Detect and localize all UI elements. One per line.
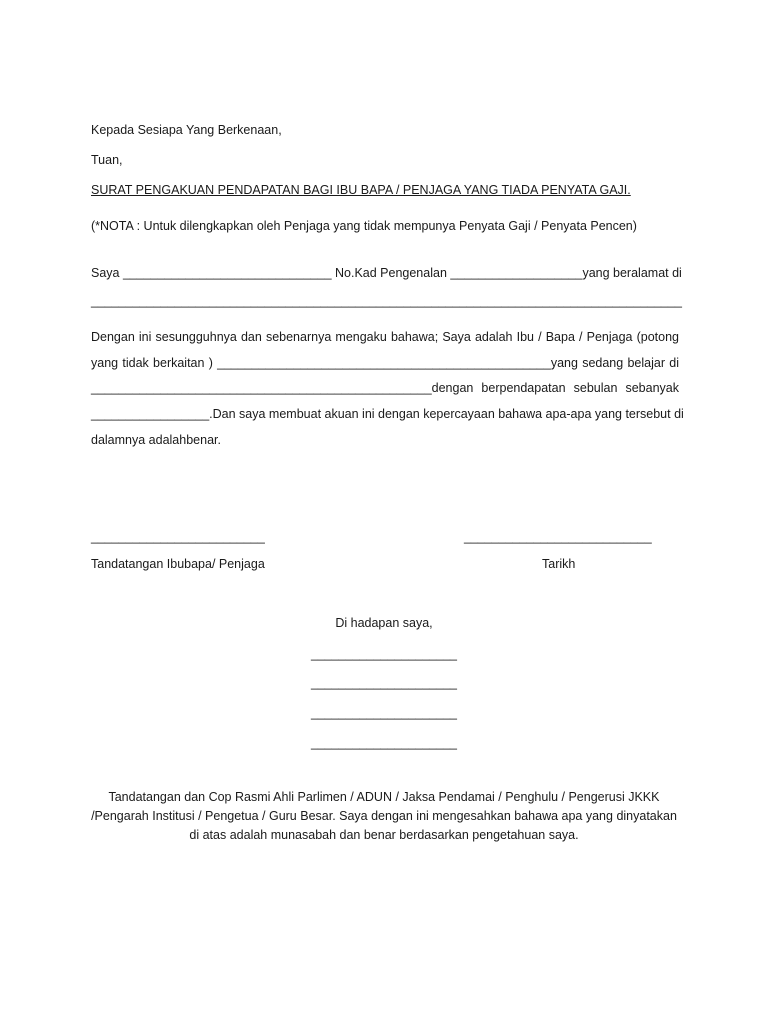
witness-line: _____________________ <box>311 647 457 661</box>
witness-line: _____________________ <box>311 736 457 750</box>
declaration-line-3: _________________________________________________dengan berpendapatan sebulan sebanyak <box>91 381 679 395</box>
date-label: Tarikh <box>542 557 576 571</box>
footer-line-1: Tandatangan dan Cop Rasmi Ahli Parlimen / ADUN / Jaksa Pendamai / Penghulu / Pengerusi JKKK <box>108 790 660 804</box>
document-title: SURAT PENGAKUAN PENDAPATAN BAGI IBU BAPA / PENJAGA YANG TIADA PENYATA GAJI. <box>91 183 631 197</box>
declaration-line-1: Dengan ini sesungguhnya dan sebenarnya mengaku bahawa; Saya adalah Ibu / Bapa / Penjaga (potong <box>91 330 679 344</box>
date-line: ___________________________ <box>464 530 652 544</box>
greeting: Kepada Sesiapa Yang Berkenaan, <box>91 123 282 137</box>
witness-line: _____________________ <box>311 676 457 690</box>
footer-line-3: di atas adalah munasabah dan benar berdasarkan pengetahuan saya. <box>189 828 579 842</box>
witness-heading: Di hadapan saya, <box>335 616 433 630</box>
note: (*NOTA : Untuk dilengkapkan oleh Penjaga yang tidak mempunya Penyata Gaji / Penyata Pencen) <box>91 219 637 233</box>
address-line: _____________________________________________________________________________________ <box>91 294 682 308</box>
salutation: Tuan, <box>91 153 123 167</box>
witness-line: _____________________ <box>311 706 457 720</box>
name-ic-line: Saya ______________________________ No.Kad Pengenalan ___________________yang beralamat di <box>91 266 682 280</box>
declaration-line-4: _________________.Dan saya membuat akuan ini dengan kepercayaan bahawa apa-apa yang tersebut di <box>91 407 684 421</box>
footer-line-2: /Pengarah Institusi / Pengetua / Guru Besar. Saya dengan ini mengesahkan bahawa apa yang dinyatakan <box>91 809 677 823</box>
parent-signature-line: _________________________ <box>91 530 265 544</box>
parent-signature-label: Tandatangan Ibubapa/ Penjaga <box>91 557 265 571</box>
declaration-line-2: yang tidak berkaitan ) ________________________________________________yang sedang belajar di <box>91 356 679 370</box>
declaration-line-5: dalamnya adalahbenar. <box>91 433 221 447</box>
